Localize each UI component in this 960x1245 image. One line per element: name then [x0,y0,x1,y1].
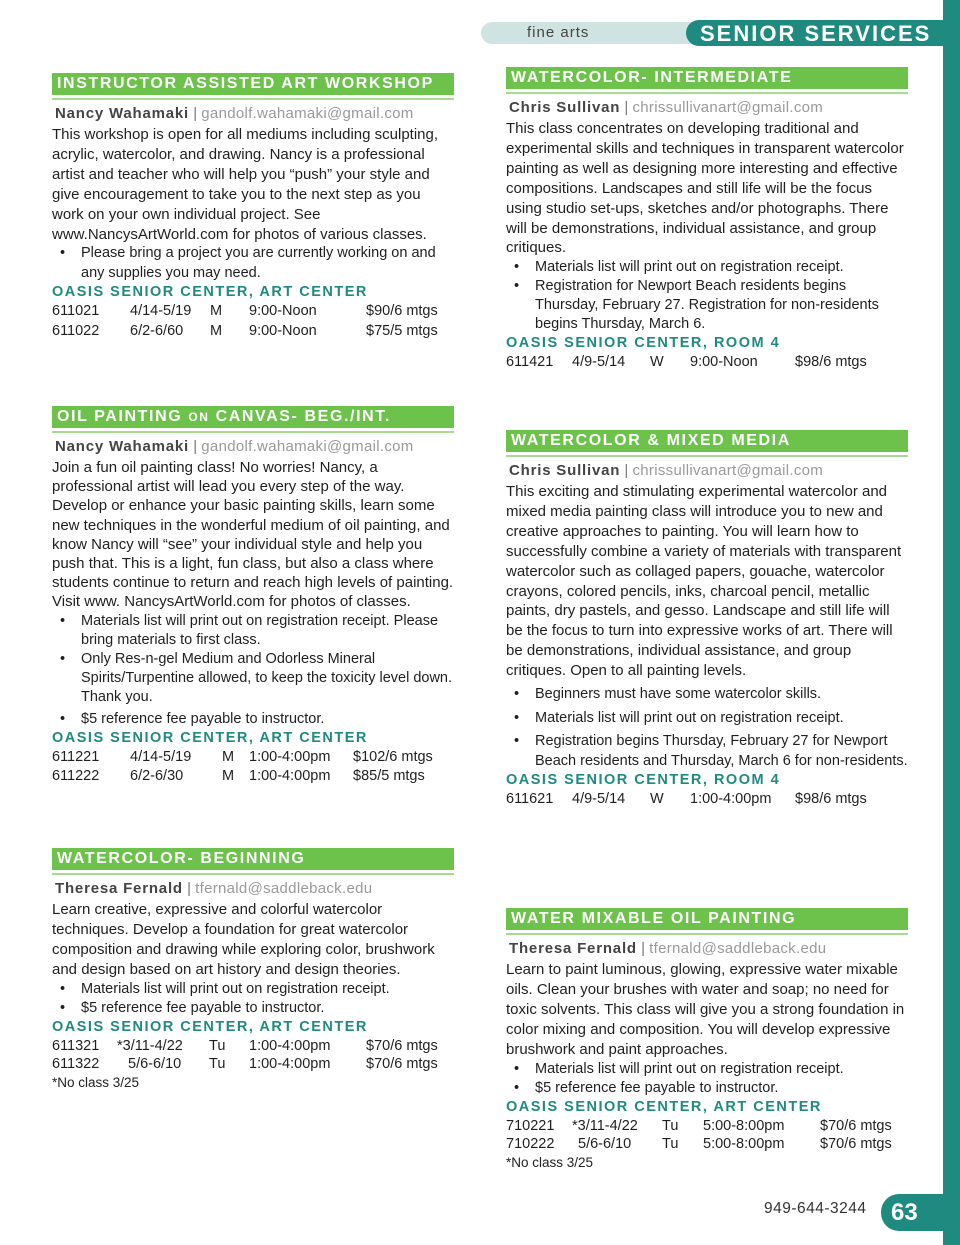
class-time: 5:00-8:00pm [703,1117,785,1134]
divider [506,933,908,935]
class-dates: *3/11-4/22 [117,1037,183,1054]
note-item: • Materials list will print out on registration receipt. [52,980,454,999]
note-item: • Materials list will print out on registration receipt. [506,1060,908,1079]
course-instructor-assisted-art-workshop [52,73,454,342]
note-item: • Please bring a project you are currently working on and any supplies you may need. [52,244,454,283]
course-description: This class concentrates on developing traditional and experimental skills and techniques in transparent watercolor painting as well as designing more interesting and effective compositions. Landscapes and still life will be the focus using studio set-ups, sketches and/or photographs. There will be demonstrations, individual assistance, and group critiques. [506,120,904,257]
class-code: 611021 [52,303,100,320]
separator: | [641,940,650,957]
note-item: • Only Res-n-gel Medium and Odorless Mineral Spirits/Turpentine allowed, to keep the toxicity level down. Thank you. [52,650,454,707]
instructor-name: Theresa Fernald [509,940,637,957]
note-item: • Registration begins Thursday, February 27 for Newport Beach residents and Thursday, March 6 for non-residents. [506,732,908,771]
separator: | [624,99,633,116]
class-code: 710221 [506,1117,555,1134]
class-row [506,790,908,808]
note-item: • $5 reference fee payable to instructor. [52,710,454,729]
course-location: OASIS SENIOR CENTER, ROOM 4 [506,772,781,789]
divider [506,92,908,94]
divider [52,873,454,875]
separator: | [624,462,633,479]
category-pill [481,22,721,44]
course-location: OASIS SENIOR CENTER, ART CENTER [52,729,368,746]
class-fee: $70/6 mtgs [366,1037,438,1054]
class-time: 9:00-Noon [249,323,317,340]
instructor-email[interactable]: chrissullivanart@gmail.com [632,99,824,116]
class-day: M [222,768,235,785]
course-watercolor-beginning [52,848,454,1093]
course-description: This exciting and stimulating experimental watercolor and mixed media painting class will introduce you to new and creative approaches to painting. You will learn how to successfully combine a variety of materials with transparent watercolor such as collaged papers, gouache, watercolor crayons, colored pencils, inks, charcoal pencil, metallic paints, dry pastels, and gesso. Landscape and still life will be the focus to turn into expressive works of art. There will be demonstrations, individual assistance, and group critiques. Open to all painting levels. [506,483,902,680]
course-description: Learn creative, expressive and colorful watercolor techniques. Develop a foundation for great watercolor composition and drawing while exploring color, brushwork and design based on art history and design theories. [52,901,435,978]
class-row [52,322,454,342]
class-row [506,1117,908,1135]
class-time: 1:00-4:00pm [249,1037,331,1054]
note-item: • Materials list will print out on registration receipt. [506,258,908,277]
class-dates: 6/2-6/60 [130,323,184,340]
separator: | [193,105,202,122]
instructor-name: Nancy Wahamaki [55,105,190,122]
class-footnote: *No class 3/25 [52,1074,140,1090]
instructor-line [509,460,908,481]
note-item: • Registration for Newport Beach residents begins Thursday, February 27. Registration for non-residents begins Thursday, March 6. [506,277,908,334]
class-time: 1:00-4:00pm [249,768,331,785]
class-row [52,767,454,787]
class-row [52,1055,454,1073]
note-item: • Materials list will print out on registration receipt. Please bring materials to first class. [52,612,454,650]
category-label: fine arts [527,24,590,41]
instructor-name: Nancy Wahamaki [55,438,190,455]
course-notes [506,685,908,771]
instructor-line [509,97,908,118]
class-code: 611222 [52,768,100,785]
separator: | [193,438,202,455]
course-location: OASIS SENIOR CENTER, ART CENTER [52,284,368,301]
class-time: 1:00-4:00pm [690,791,772,808]
course-title: WATERCOLOR- BEGINNING [52,848,454,870]
course-title-part: OIL PAINTING [57,408,183,425]
divider [52,98,454,100]
note-item: • Beginners must have some watercolor skills. [506,685,908,705]
course-location: OASIS SENIOR CENTER, ART CENTER [52,1018,368,1035]
instructor-email[interactable]: tfernald@saddleback.edu [195,880,373,897]
instructor-email[interactable]: tfernald@saddleback.edu [649,940,827,957]
class-dates: 5/6-6/10 [128,1055,182,1072]
course-title: WATER MIXABLE OIL PAINTING [506,908,908,930]
divider [506,455,908,457]
class-day: M [210,323,223,340]
instructor-line [509,938,908,959]
class-row [506,1135,908,1153]
class-row [52,1037,454,1055]
class-dates: 4/9-5/14 [572,354,626,371]
course-watercolor-intermediate [506,67,908,373]
department-title: SENIOR SERVICES [700,21,932,46]
course-title-part: ON [188,410,210,424]
class-dates: *3/11-4/22 [572,1117,638,1134]
course-oil-painting-on-canvas [52,406,454,787]
course-notes [506,258,908,334]
class-code: 611421 [506,354,554,371]
class-fee: $75/5 mtgs [366,323,438,340]
instructor-name: Theresa Fernald [55,880,183,897]
class-dates: 6/2-6/30 [130,768,184,785]
class-time: 1:00-4:00pm [249,748,331,765]
course-title: INSTRUCTOR ASSISTED ART WORKSHOP [52,73,454,95]
right-edge-strip [943,0,960,1245]
class-dates: 4/14-5/19 [130,303,192,320]
class-fee: $85/5 mtgs [353,768,425,785]
class-code: 710222 [506,1135,555,1152]
class-dates: 4/14-5/19 [130,748,192,765]
class-code: 611321 [52,1037,100,1054]
class-day: M [210,303,223,320]
course-description: Learn to paint luminous, glowing, expressive water mixable oils. Clean your brushes with water and soap; no need for toxic solvents. This class will give you a strong foundation in color mixing and composition. You will develop expressive brushwork and paint approaches. [506,961,905,1058]
note-item: • $5 reference fee payable to instructor. [52,999,454,1018]
course-location: OASIS SENIOR CENTER, ART CENTER [506,1098,822,1115]
class-time: 1:00-4:00pm [249,1055,331,1072]
instructor-email[interactable]: chrissullivanart@gmail.com [632,462,824,479]
course-description: Join a fun oil painting class! No worries! Nancy, a professional artist will lead you every step of the way. Develop or enhance your basic painting skills, learn some new techniques in the wonderful medium of oil painting, and know Nancy will “see” your individual style and help you push that. This is a light, fun class, but also a class where students continue to return and reach high levels of painting. Visit www. NancysArtWorld.com for photos of classes. [52,459,454,611]
course-location: OASIS SENIOR CENTER, ROOM 4 [506,335,781,352]
course-title: WATERCOLOR- INTERMEDIATE [506,67,908,89]
class-day: Tu [662,1135,679,1152]
course-description: This workshop is open for all mediums including sculpting, acrylic, watercolor, and drawing. Nancy is a professional artist and teacher who will help you “push” your style and give encouragement to take you to the next step as you work on your own individual project. See www.NancysArtWorld.com for photos of various classes. [52,126,439,243]
class-code: 611621 [506,791,554,808]
class-day: W [650,354,664,371]
course-notes [506,1060,908,1098]
course-title [52,406,454,428]
class-fee: $70/6 mtgs [366,1055,438,1072]
class-dates: 5/6-6/10 [578,1135,632,1152]
class-row [52,302,454,322]
class-row [52,748,454,768]
class-code: 611022 [52,323,100,340]
footer-phone: 949-644-3244 [764,1200,867,1217]
class-fee: $102/6 mtgs [353,748,433,765]
course-title: WATERCOLOR & MIXED MEDIA [506,430,908,452]
instructor-line [55,878,454,899]
divider [52,431,454,433]
class-code: 611221 [52,748,100,765]
class-day: Tu [209,1037,226,1054]
instructor-name: Chris Sullivan [509,99,621,116]
class-day: W [650,791,664,808]
note-item: • $5 reference fee payable to instructor. [506,1079,908,1098]
instructor-email[interactable]: gandolf.wahamaki@gmail.com [201,438,414,455]
separator: | [187,880,196,897]
course-notes [52,244,454,283]
note-item: • Materials list will print out on registration receipt. [506,709,908,729]
course-notes [52,612,454,729]
class-time: 9:00-Noon [249,303,317,320]
instructor-line [55,436,454,457]
instructor-name: Chris Sullivan [509,462,621,479]
course-water-mixable-oil-painting [506,908,908,1173]
course-notes [52,980,454,1018]
class-time: 5:00-8:00pm [703,1135,785,1152]
course-watercolor-mixed-media [506,430,908,808]
instructor-email[interactable]: gandolf.wahamaki@gmail.com [201,105,414,122]
class-code: 611322 [52,1055,100,1072]
class-time: 9:00-Noon [690,354,758,371]
class-dates: 4/9-5/14 [572,791,626,808]
course-title-part: CANVAS- BEG./INT. [215,408,391,425]
class-fee: $98/6 mtgs [795,354,867,371]
class-fee: $98/6 mtgs [795,791,867,808]
class-footnote: *No class 3/25 [506,1154,594,1170]
class-day: M [222,748,235,765]
instructor-line [55,103,454,124]
class-row [506,353,908,373]
class-fee: $70/6 mtgs [820,1135,892,1152]
class-day: Tu [662,1117,679,1134]
class-fee: $90/6 mtgs [366,303,438,320]
class-fee: $70/6 mtgs [820,1117,892,1134]
class-day: Tu [209,1055,226,1072]
page-number: 63 [881,1194,960,1231]
